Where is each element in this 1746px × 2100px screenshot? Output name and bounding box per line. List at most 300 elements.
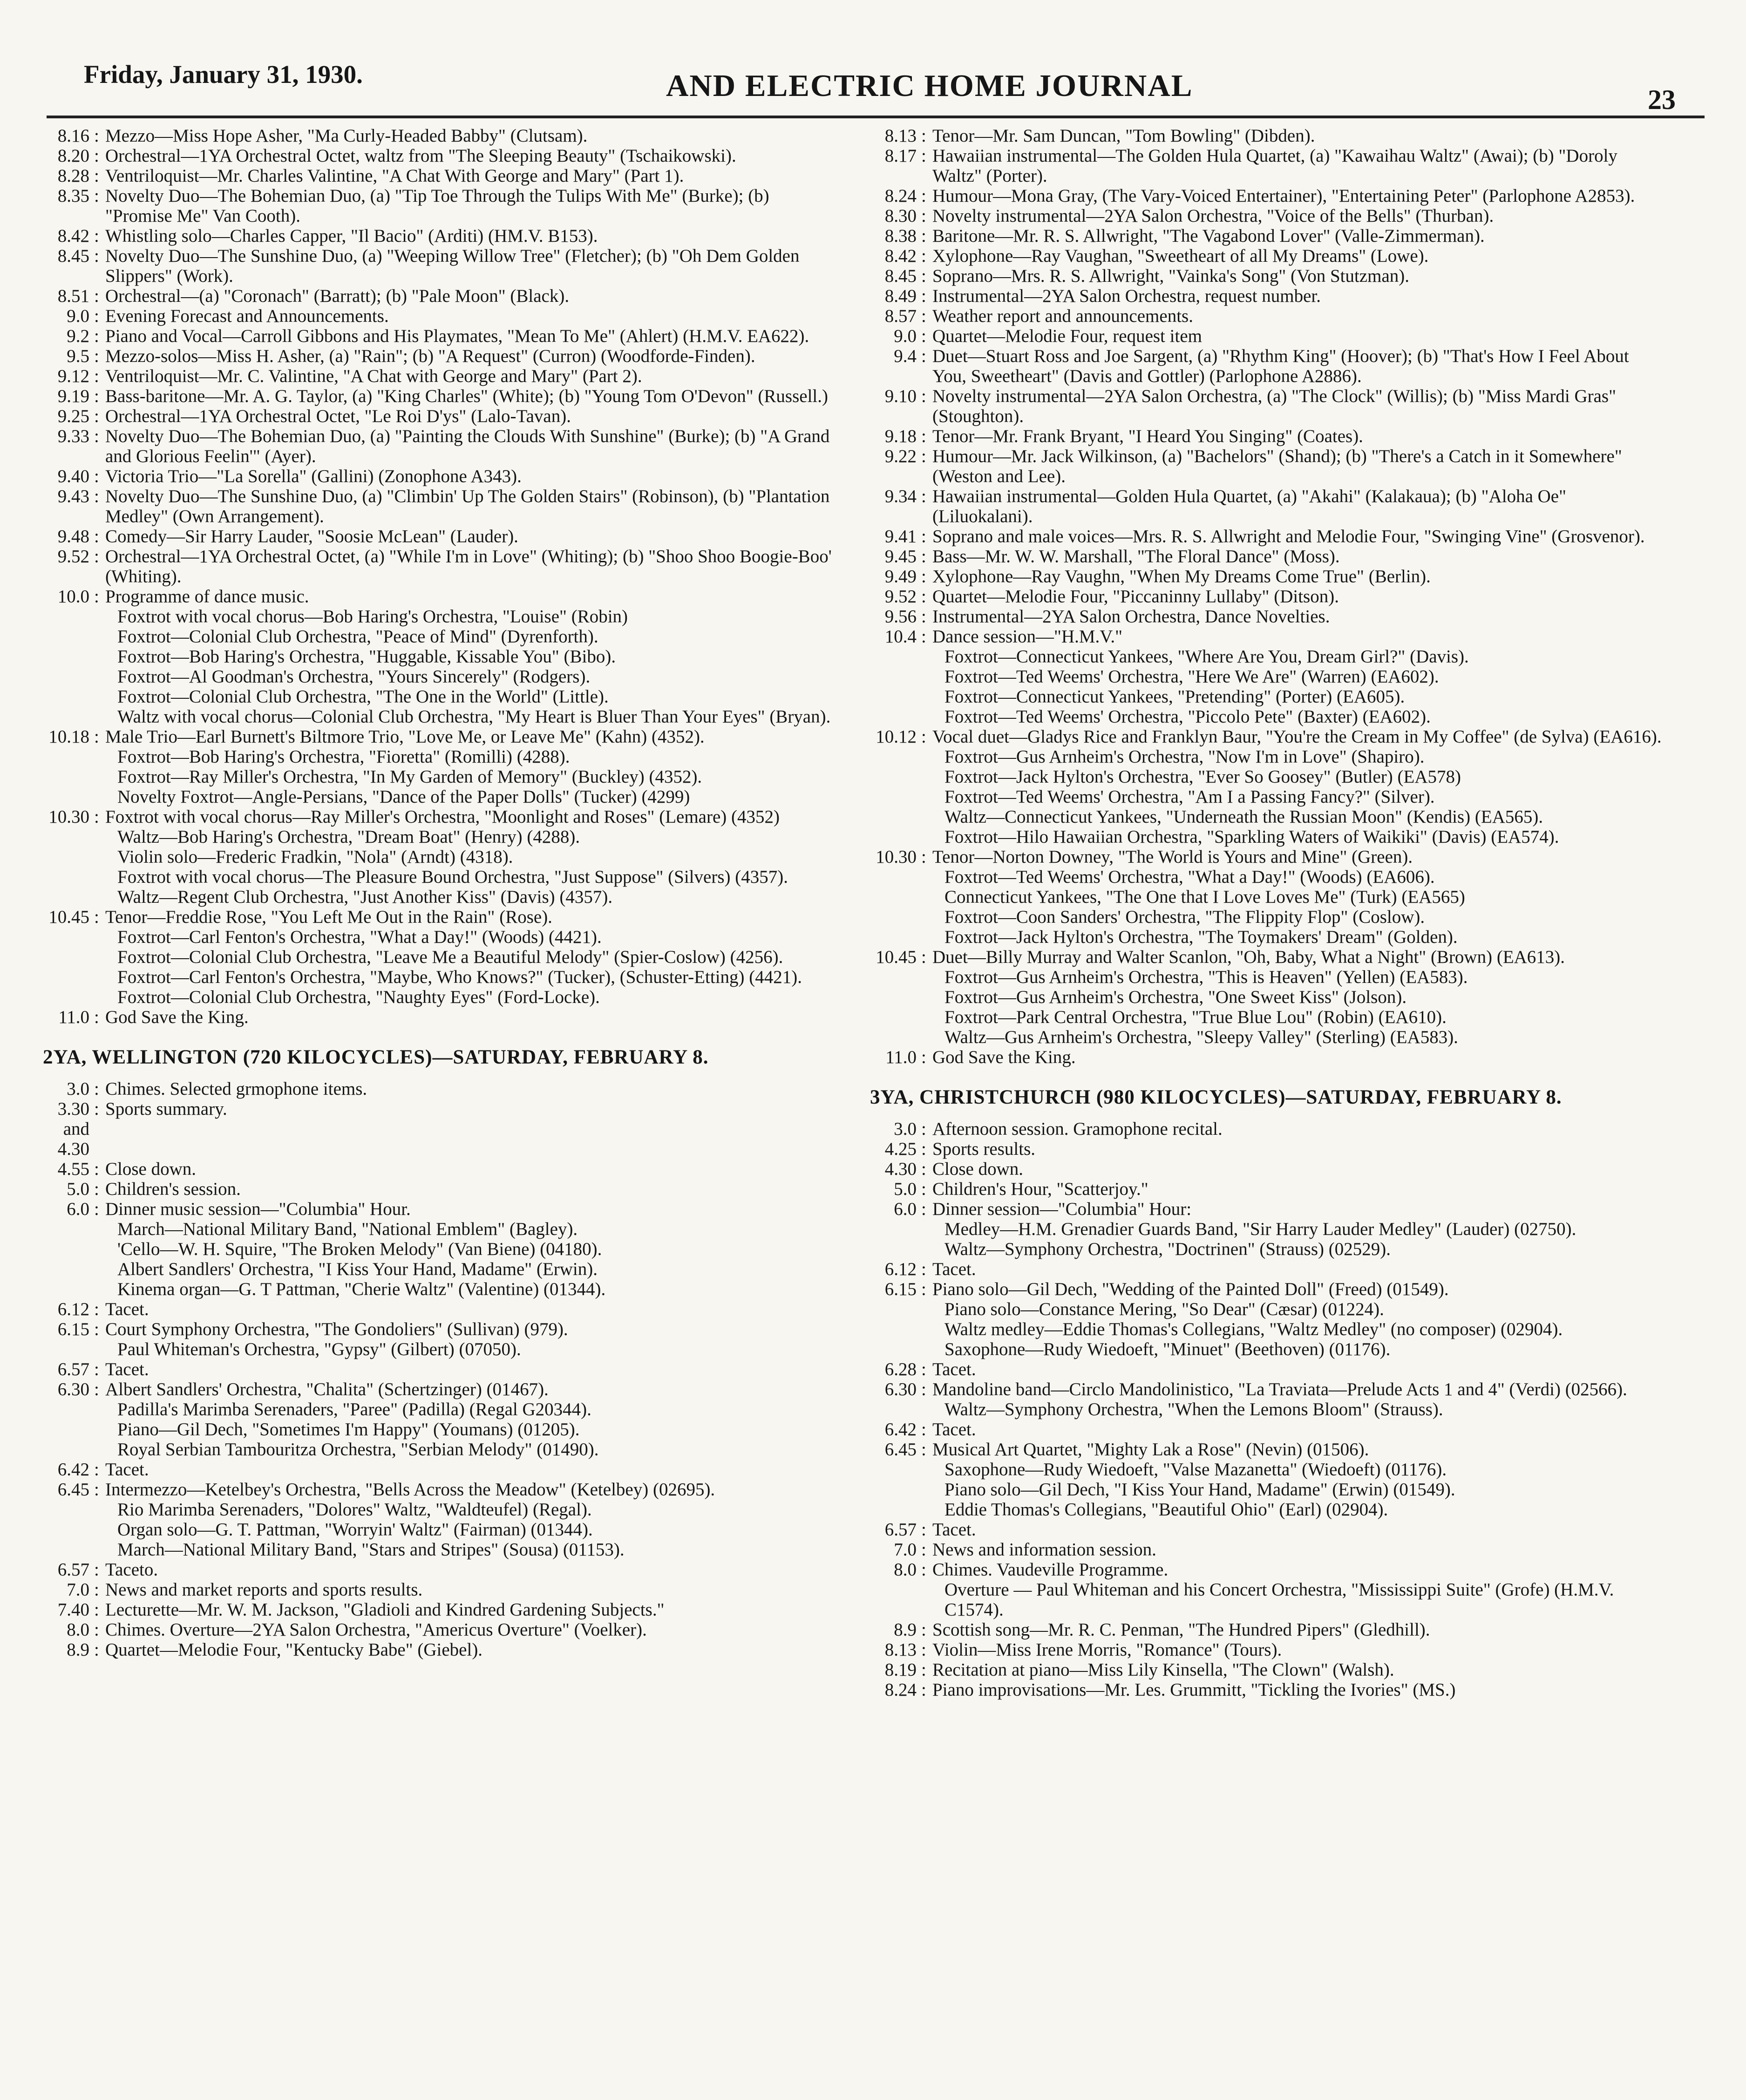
schedule-entry — [43, 286, 835, 306]
entry-colon: : — [94, 1079, 99, 1099]
entry-text: Ventriloquist—Mr. Charles Valintine, "A Chat With George and Mary" (Part 1). — [105, 166, 684, 186]
entry-text: Chimes. Vaudeville Programme. — [932, 1560, 1169, 1580]
header-rule — [47, 116, 1705, 118]
schedule-entry — [870, 1520, 1662, 1540]
programme-item: Medley—H.M. Grenadier Guards Band, "Sir Harry Lauder Medley" (Lauder) (02750). — [944, 1219, 1576, 1239]
entry-colon: : — [921, 847, 926, 867]
entry-colon: : — [921, 286, 926, 306]
entry-colon: : — [921, 486, 926, 506]
entry-text: Piano improvisations—Mr. Les. Grummitt, "Tickling the Ivories" (MS.) — [932, 1680, 1456, 1700]
schedule-entry — [870, 1660, 1662, 1680]
entry-time: 11.0 — [885, 1047, 917, 1067]
entry-time: 6.15 — [57, 1319, 89, 1339]
entry-text: Evening Forecast and Announcements. — [105, 306, 389, 326]
programme-item: Foxtrot—Bob Haring's Orchestra, "Fioretta" (Romilli) (4288). — [117, 747, 570, 767]
entry-colon: : — [921, 206, 926, 226]
schedule-entry — [870, 526, 1662, 546]
programme-item: Paul Whiteman's Orchestra, "Gypsy" (Gilbert) (07050). — [117, 1339, 521, 1359]
header-title: AND ELECTRIC HOME JOURNAL — [666, 68, 1193, 103]
entry-colon: : — [921, 1159, 926, 1179]
entry-colon: : — [921, 306, 926, 326]
programme-item: Foxtrot—Connecticut Yankees, "Pretending" (Porter) (EA605). — [944, 687, 1405, 707]
schedule-entry — [870, 1680, 1662, 1700]
programme-item: Foxtrot—Coon Sanders' Orchestra, "The Flippity Flop" (Coslow). — [944, 907, 1425, 927]
entry-time: 8.9 — [894, 1620, 917, 1640]
entry-time: 9.12 — [57, 366, 89, 386]
entry-time: 7.40 — [57, 1600, 89, 1620]
entry-colon: : — [921, 1680, 926, 1700]
entry-text: News and information session. — [932, 1540, 1156, 1560]
schedule-entry — [870, 566, 1662, 586]
schedule-entry — [43, 306, 835, 326]
entry-time: 9.49 — [884, 566, 917, 586]
entry-colon: : — [94, 346, 99, 366]
entry-time: 10.18 — [48, 727, 89, 747]
entry-time: 9.34 — [884, 486, 917, 506]
entry-time: 8.42 — [884, 246, 917, 266]
programme-item: Foxtrot—Park Central Orchestra, "True Blue Lou" (Robin) (EA610). — [944, 1007, 1447, 1027]
entry-text: Novelty Duo—The Sunshine Duo, (a) "Weeping Willow Tree" (Fletcher); (b) "Oh Dem Golden Slippers" (Work). — [105, 246, 800, 286]
schedule-entry — [43, 1580, 835, 1600]
entry-colon: : — [94, 1359, 99, 1379]
entry-text: Hawaiian instrumental—The Golden Hula Quartet, (a) "Kawaihau Waltz" (Awai); (b) "Doroly Waltz" (Porter). — [932, 146, 1617, 186]
entry-text: Orchestral—(a) "Coronach" (Barratt); (b) "Pale Moon" (Black). — [105, 286, 570, 306]
entry-colon: : — [921, 627, 926, 647]
entry-time: 6.57 — [57, 1359, 89, 1379]
entry-text: Whistling solo—Charles Capper, "Il Bacio" (Arditi) (HM.V. B153). — [105, 226, 598, 246]
entry-text: Victoria Trio—"La Sorella" (Gallini) (Zonophone A343). — [105, 466, 522, 486]
programme-item: Waltz medley—Eddie Thomas's Collegians, "Waltz Medley" (no composer) (02904). — [944, 1319, 1563, 1339]
entry-text: Novelty Duo—The Sunshine Duo, (a) "Climbin' Up The Golden Stairs" (Robinson), (b) "Plantation Medley" (Own Arrangement). — [105, 486, 830, 526]
entry-time: 6.45 — [57, 1480, 89, 1500]
entry-text: Mezzo-solos—Miss H. Asher, (a) "Rain"; (b) "A Request" (Curron) (Woodforde-Finden). — [105, 346, 755, 366]
entry-time: 4.30 — [884, 1159, 917, 1179]
entry-text: Hawaiian instrumental—Golden Hula Quartet, (a) "Akahi" (Kalakaua); (b) "Aloha Oe" (Liluokalani). — [932, 486, 1567, 526]
schedule-entry — [870, 1159, 1662, 1179]
programme-item: Foxtrot—Gus Arnheim's Orchestra, "This is Heaven" (Yellen) (EA583). — [944, 967, 1468, 987]
entry-time: 9.18 — [884, 426, 917, 446]
schedule-entry — [870, 546, 1662, 566]
programme-item: Foxtrot—Gus Arnheim's Orchestra, "Now I'm in Love" (Shapiro). — [944, 747, 1425, 767]
entry-colon: : — [921, 1640, 926, 1660]
entry-text: Dinner session—"Columbia" Hour: — [932, 1199, 1192, 1219]
schedule-entry — [43, 466, 835, 486]
schedule-entry — [43, 907, 835, 927]
schedule-entry — [870, 1540, 1662, 1560]
entry-text: Baritone—Mr. R. S. Allwright, "The Vagabond Lover" (Valle-Zimmerman). — [932, 226, 1485, 246]
entry-text: Quartet—Melodie Four, "Kentucky Babe" (Giebel). — [105, 1640, 483, 1660]
schedule-entry — [43, 807, 835, 827]
entry-colon: : — [94, 146, 99, 166]
schedule-entry — [43, 1099, 835, 1159]
entry-colon: : — [94, 1459, 99, 1480]
schedule-entry — [43, 1480, 835, 1500]
entry-colon: : — [94, 1319, 99, 1339]
entry-time: 10.12 — [876, 727, 917, 747]
schedule-entry — [43, 1560, 835, 1580]
entry-colon: : — [94, 386, 99, 406]
entry-time: 9.10 — [884, 386, 917, 406]
schedule-entry — [43, 366, 835, 386]
entry-time: 8.13 — [884, 126, 917, 146]
entry-text: Xylophone—Ray Vaughn, "When My Dreams Come True" (Berlin). — [932, 566, 1431, 586]
entry-text: Dinner music session—"Columbia" Hour. — [105, 1199, 411, 1219]
entry-colon: : — [94, 466, 99, 486]
schedule-entry — [43, 1620, 835, 1640]
schedule-entry — [870, 426, 1662, 446]
entry-colon: : — [921, 1419, 926, 1439]
entry-colon: : — [921, 566, 926, 586]
entry-time: 8.16 — [57, 126, 89, 146]
entry-text: Duet—Stuart Ross and Joe Sargent, (a) "Rhythm King" (Hoover); (b) "That's How I Feel About You, Sweetheart" (Davis and Gottler) (Parlophone A2886). — [932, 346, 1629, 386]
entry-text: Sports summary. — [105, 1099, 227, 1119]
programme-item: Organ solo—G. T. Pattman, "Worryin' Waltz" (Fairman) (01344). — [117, 1520, 593, 1540]
schedule-entry — [870, 346, 1662, 386]
entry-time: 8.13 — [884, 1640, 917, 1660]
entry-time: 8.0 — [894, 1560, 917, 1580]
entry-colon: : — [94, 1640, 99, 1660]
programme-item: Foxtrot—Colonial Club Orchestra, "Leave Me a Beautiful Melody" (Spier-Coslow) (4256). — [117, 947, 783, 967]
entry-colon: : — [921, 1439, 926, 1459]
programme-item: Foxtrot with vocal chorus—The Pleasure Bound Orchestra, "Just Suppose" (Silvers) (4357). — [117, 867, 788, 887]
entry-time: 8.19 — [884, 1660, 917, 1680]
schedule-entry — [43, 1359, 835, 1379]
entry-time: 4.25 — [884, 1139, 917, 1159]
programme-item: Foxtrot—Al Goodman's Orchestra, "Yours Sincerely" (Rodgers). — [117, 667, 591, 687]
entry-colon: : — [94, 486, 99, 506]
entry-colon: : — [921, 1540, 926, 1560]
entry-text: Afternoon session. Gramophone recital. — [932, 1119, 1223, 1139]
entry-text: Tacet. — [932, 1419, 976, 1439]
entry-colon: : — [94, 1580, 99, 1600]
entry-text: Scottish song—Mr. R. C. Penman, "The Hundred Pipers" (Gledhill). — [932, 1620, 1430, 1640]
entry-colon: : — [94, 1299, 99, 1319]
entry-time: 9.5 — [67, 346, 89, 366]
schedule-entry — [870, 1047, 1662, 1067]
programme-item: Foxtrot—Colonial Club Orchestra, "The One in the World" (Little). — [117, 687, 609, 707]
programme-item: Piano—Gil Dech, "Sometimes I'm Happy" (Youmans) (01205). — [117, 1419, 580, 1439]
entry-text: Piano and Vocal—Carroll Gibbons and His Playmates, "Mean To Me" (Ahlert) (H.M.V. EA622). — [105, 326, 809, 346]
entry-text: Orchestral—1YA Orchestral Octet, "Le Roi D'ys" (Lalo-Tavan). — [105, 406, 571, 426]
entry-text: Court Symphony Orchestra, "The Gondoliers" (Sullivan) (979). — [105, 1319, 568, 1339]
programme-item: Foxtrot—Ted Weems' Orchestra, "What a Day!" (Woods) (EA606). — [944, 867, 1435, 887]
entry-colon: : — [94, 126, 99, 146]
entry-time: 8.45 — [57, 246, 89, 266]
entry-colon: : — [94, 1179, 99, 1199]
entry-time: 11.0 — [58, 1007, 89, 1027]
entry-text: God Save the King. — [105, 1007, 249, 1027]
schedule-entry — [870, 627, 1662, 647]
schedule-entry — [43, 586, 835, 607]
programme-item: Padilla's Marimba Serenaders, "Paree" (Padilla) (Regal G20344). — [117, 1399, 591, 1419]
programme-item: Foxtrot—Connecticut Yankees, "Where Are You, Dream Girl?" (Davis). — [944, 647, 1469, 667]
entry-colon: : — [94, 546, 99, 566]
schedule-entry — [870, 446, 1662, 486]
entry-text: Soprano and male voices—Mrs. R. S. Allwright and Melodie Four, "Swinging Vine" (Grosvenor). — [932, 526, 1645, 546]
schedule-entry — [870, 1279, 1662, 1299]
entry-colon: : — [94, 426, 99, 446]
entry-text: Children's session. — [105, 1179, 241, 1199]
entry-text: Humour—Mona Gray, (The Vary-Voiced Entertainer), "Entertaining Peter" (Parlophone A2853). — [932, 186, 1635, 206]
schedule-entry — [870, 286, 1662, 306]
entry-text: Soprano—Mrs. R. S. Allwright, "Vainka's Song" (Von Stutzman). — [932, 266, 1409, 286]
entry-colon: : — [921, 386, 926, 406]
schedule-entry — [870, 1259, 1662, 1279]
programme-item: Waltz—Connecticut Yankees, "Underneath the Russian Moon" (Kendis) (EA565). — [944, 807, 1543, 827]
schedule-entry — [870, 226, 1662, 246]
entry-colon: : — [921, 146, 926, 166]
entry-time: 8.20 — [57, 146, 89, 166]
entry-time: 9.4 — [894, 346, 917, 366]
programme-item: Foxtrot—Ted Weems' Orchestra, "Am I a Passing Fancy?" (Silver). — [944, 787, 1435, 807]
entry-time: 9.2 — [67, 326, 89, 346]
schedule-entry — [870, 1620, 1662, 1640]
schedule-entry — [43, 1179, 835, 1199]
schedule-entry — [870, 186, 1662, 206]
entry-time: 8.49 — [884, 286, 917, 306]
entry-colon: : — [921, 1047, 926, 1067]
entry-text: Instrumental—2YA Salon Orchestra, request number. — [932, 286, 1321, 306]
entry-text: Novelty Duo—The Bohemian Duo, (a) "Tip Toe Through the Tulips With Me" (Burke); (b) "Promise Me" Van Cooth). — [105, 186, 769, 226]
programme-item: Foxtrot—Colonial Club Orchestra, "Peace of Mind" (Dyrenforth). — [117, 627, 598, 647]
entry-time: 6.45 — [884, 1439, 917, 1459]
programme-item: Eddie Thomas's Collegians, "Beautiful Ohio" (Earl) (02904). — [944, 1500, 1388, 1520]
entry-time: 7.0 — [894, 1540, 917, 1560]
schedule-entry — [870, 126, 1662, 146]
entry-time: 8.57 — [884, 306, 917, 326]
entry-text: Weather report and announcements. — [932, 306, 1193, 326]
schedule-entry — [43, 426, 835, 466]
entry-time: 6.28 — [884, 1359, 917, 1379]
entry-colon: : — [921, 126, 926, 146]
schedule-entry — [870, 1439, 1662, 1459]
entry-text: Tacet. — [105, 1299, 149, 1319]
entry-text: Chimes. Overture—2YA Salon Orchestra, "Americus Overture" (Voelker). — [105, 1620, 647, 1640]
schedule-entry — [870, 847, 1662, 867]
entry-time: 8.45 — [884, 266, 917, 286]
entry-text: Chimes. Selected grmophone items. — [105, 1079, 367, 1099]
entry-time: 10.30 — [48, 807, 89, 827]
schedule-entry — [870, 1119, 1662, 1139]
entry-time: 6.12 — [57, 1299, 89, 1319]
entry-colon: : — [94, 1560, 99, 1580]
entry-colon: : — [94, 1600, 99, 1620]
entry-text: Piano solo—Gil Dech, "Wedding of the Painted Doll" (Freed) (01549). — [932, 1279, 1449, 1299]
programme-item: Saxophone—Rudy Wiedoeft, "Minuet" (Beethoven) (01176). — [944, 1339, 1391, 1359]
entry-colon: : — [921, 1139, 926, 1159]
entry-colon: : — [94, 727, 99, 747]
programme-item: Royal Serbian Tambouritza Orchestra, "Serbian Melody" (01490). — [117, 1439, 599, 1459]
entry-text: Close down. — [105, 1159, 196, 1179]
entry-colon: : — [94, 1379, 99, 1399]
schedule-entry — [43, 1299, 835, 1319]
entry-text: Tacet. — [932, 1359, 976, 1379]
entry-text: Duet—Billy Murray and Walter Scanlon, "Oh, Baby, What a Night" (Brown) (EA613). — [932, 947, 1565, 967]
programme-item: Foxtrot—Colonial Club Orchestra, "Naughty Eyes" (Ford-Locke). — [117, 987, 600, 1007]
entry-time: 9.56 — [884, 607, 917, 627]
entry-colon: : — [921, 1359, 926, 1379]
entry-time: 7.0 — [67, 1580, 89, 1600]
programme-item: Waltz—Bob Haring's Orchestra, "Dream Boat" (Henry) (4288). — [117, 827, 580, 847]
entry-time: 8.17 — [884, 146, 917, 166]
entry-text: Ventriloquist—Mr. C. Valintine, "A Chat with George and Mary" (Part 2). — [105, 366, 642, 386]
entry-colon: : — [94, 186, 99, 206]
entry-text: Novelty instrumental—2YA Salon Orchestra, "Voice of the Bells" (Thurban). — [932, 206, 1494, 226]
programme-item: Foxtrot—Carl Fenton's Orchestra, "What a Day!" (Woods) (4421). — [117, 927, 602, 947]
entry-colon: : — [921, 446, 926, 466]
entry-text: Orchestral—1YA Orchestral Octet, waltz from "The Sleeping Beauty" (Tschaikowski). — [105, 146, 736, 166]
entry-colon: : — [921, 1620, 926, 1640]
programme-item: Foxtrot—Carl Fenton's Orchestra, "Maybe, Who Knows?" (Tucker), (Schuster-Etting) (4421). — [117, 967, 802, 987]
entry-text: Intermezzo—Ketelbey's Orchestra, "Bells Across the Meadow" (Ketelbey) (02695). — [105, 1480, 715, 1500]
entry-colon: : — [94, 1620, 99, 1640]
left-column — [43, 126, 835, 1660]
entry-text: Lecturette—Mr. W. M. Jackson, "Gladioli and Kindred Gardening Subjects." — [105, 1600, 665, 1620]
programme-item: Rio Marimba Serenaders, "Dolores" Waltz, "Waldteufel) (Regal). — [117, 1500, 592, 1520]
schedule-entry — [870, 1379, 1662, 1399]
entry-text: Comedy—Sir Harry Lauder, "Soosie McLean" (Lauder). — [105, 526, 518, 546]
entry-text: Mezzo—Miss Hope Asher, "Ma Curly-Headed Babby" (Clutsam). — [105, 126, 588, 146]
entry-text: God Save the King. — [932, 1047, 1076, 1067]
entry-colon: : — [94, 166, 99, 186]
entry-time: 6.0 — [894, 1199, 917, 1219]
entry-text: Dance session—"H.M.V." — [932, 627, 1123, 647]
programme-item: Foxtrot—Hilo Hawaiian Orchestra, "Sparkling Waters of Waikiki" (Davis) (EA574). — [944, 827, 1559, 847]
entry-colon: : — [94, 1007, 99, 1027]
schedule-entry — [870, 386, 1662, 426]
programme-item: Connecticut Yankees, "The One that I Love Loves Me" (Turk) (EA565) — [944, 887, 1465, 907]
entry-colon: : — [921, 947, 926, 967]
entry-text: Xylophone—Ray Vaughan, "Sweetheart of all My Dreams" (Lowe). — [932, 246, 1429, 266]
entry-colon: : — [94, 907, 99, 927]
entry-text: Vocal duet—Gladys Rice and Franklyn Baur, "You're the Cream in My Coffee" (de Sylva) (EA616). — [932, 727, 1662, 747]
programme-item: Foxtrot—Gus Arnheim's Orchestra, "One Sweet Kiss" (Jolson). — [944, 987, 1407, 1007]
entry-text: Tenor—Mr. Sam Duncan, "Tom Bowling" (Dibden). — [932, 126, 1315, 146]
entry-colon: : — [921, 1199, 926, 1219]
schedule-entry — [870, 306, 1662, 326]
schedule-entry — [43, 1319, 835, 1339]
entry-time: 5.0 — [894, 1179, 917, 1199]
schedule-entry — [43, 406, 835, 426]
page-header — [47, 55, 1705, 125]
schedule-entry — [870, 1560, 1662, 1580]
schedule-entry — [43, 1600, 835, 1620]
programme-item: Foxtrot—Ted Weems' Orchestra, "Piccolo Pete" (Baxter) (EA602). — [944, 707, 1431, 727]
programme-item: Waltz—Symphony Orchestra, "When the Lemons Bloom" (Strauss). — [944, 1399, 1443, 1419]
programme-item: Waltz—Regent Club Orchestra, "Just Another Kiss" (Davis) (4357). — [117, 887, 613, 907]
entry-time: 9.41 — [884, 526, 917, 546]
programme-item: Waltz—Symphony Orchestra, "Doctrinen" (Strauss) (02529). — [944, 1239, 1391, 1259]
entry-time: 6.57 — [884, 1520, 917, 1540]
entry-time: 10.45 — [876, 947, 917, 967]
entry-text: Tacet. — [932, 1259, 976, 1279]
entry-time: 6.30 — [57, 1379, 89, 1399]
entry-colon: : — [94, 286, 99, 306]
programme-item: Kinema organ—G. T Pattman, "Cherie Waltz" (Valentine) (01344). — [117, 1279, 606, 1299]
schedule-entry — [43, 1159, 835, 1179]
programme-item: Violin solo—Frederic Fradkin, "Nola" (Arndt) (4318). — [117, 847, 513, 867]
entry-time: 9.0 — [894, 326, 917, 346]
entry-time: 8.24 — [884, 186, 917, 206]
programme-item: Novelty Foxtrot—Angle-Persians, "Dance of the Paper Dolls" (Tucker) (4299) — [117, 787, 690, 807]
schedule-entry — [43, 126, 835, 146]
entry-colon: : — [94, 366, 99, 386]
entry-time: 3.0 — [894, 1119, 917, 1139]
entry-colon: : — [921, 1520, 926, 1540]
entry-colon: : — [921, 346, 926, 366]
entry-colon: : — [94, 586, 99, 607]
schedule-entry — [43, 386, 835, 406]
page-number: 23 — [1648, 84, 1676, 115]
entry-text: Tacet. — [105, 1359, 149, 1379]
schedule-entry — [870, 727, 1662, 747]
entry-text: Recitation at piano—Miss Lily Kinsella, "The Clown" (Walsh). — [932, 1660, 1394, 1680]
schedule-entry — [43, 346, 835, 366]
entry-text: Tacet. — [105, 1459, 149, 1480]
entry-time: 8.28 — [57, 166, 89, 186]
entry-time: 6.30 — [884, 1379, 917, 1399]
entry-colon: : — [921, 727, 926, 747]
programme-item: Foxtrot—Jack Hylton's Orchestra, "Ever So Goosey" (Butler) (EA578) — [944, 767, 1461, 787]
schedule-entry — [870, 607, 1662, 627]
entry-time: 9.43 — [57, 486, 89, 506]
entry-time: 9.48 — [57, 526, 89, 546]
schedule-entry — [870, 947, 1662, 967]
schedule-entry — [870, 266, 1662, 286]
schedule-entry — [870, 1359, 1662, 1379]
entry-time: 6.15 — [884, 1279, 917, 1299]
schedule-entry — [43, 226, 835, 246]
schedule-entry — [43, 1007, 835, 1027]
entry-colon: : — [921, 1279, 926, 1299]
programme-item: Saxophone—Rudy Wiedoeft, "Valse Mazanetta" (Wiedoeft) (01176). — [944, 1459, 1447, 1480]
schedule-entry — [43, 1199, 835, 1219]
schedule-entry — [43, 246, 835, 286]
entry-time: 6.0 — [67, 1199, 89, 1219]
entry-text: Violin—Miss Irene Morris, "Romance" (Tours). — [932, 1640, 1282, 1660]
entry-time: 6.57 — [57, 1560, 89, 1580]
entry-text: Quartet—Melodie Four, request item — [932, 326, 1202, 346]
schedule-entry — [43, 486, 835, 526]
entry-colon: : — [94, 406, 99, 426]
entry-colon: : — [921, 586, 926, 607]
schedule-entry — [43, 1640, 835, 1660]
programme-item: Overture — Paul Whiteman and his Concert Orchestra, "Mississippi Suite" (Grofe) (H.M.V. C1574). — [944, 1580, 1614, 1620]
entry-colon: : — [921, 1119, 926, 1139]
schedule-entry — [870, 1640, 1662, 1660]
entry-text: Orchestral—1YA Orchestral Octet, (a) "While I'm in Love" (Whiting); (b) "Shoo Shoo Boogie-Boo' (Whiting). — [105, 546, 832, 586]
entry-time: 8.38 — [884, 226, 917, 246]
entry-time: 8.30 — [884, 206, 917, 226]
entry-time: 9.22 — [884, 446, 917, 466]
header-date: Friday, January 31, 1930. — [84, 60, 363, 89]
schedule-entry — [43, 186, 835, 226]
entry-text: Mandoline band—Circlo Mandolinistico, "La Traviata—Prelude Acts 1 and 4" (Verdi) (02566). — [932, 1379, 1627, 1399]
entry-colon: : — [94, 326, 99, 346]
entry-text: Bass-baritone—Mr. A. G. Taylor, (a) "King Charles" (White); (b) "Young Tom O'Devon" (Russell.) — [105, 386, 829, 406]
programme-item: Foxtrot—Ted Weems' Orchestra, "Here We Are" (Warren) (EA602). — [944, 667, 1439, 687]
entry-colon: : — [94, 1099, 99, 1119]
entry-text: Instrumental—2YA Salon Orchestra, Dance Novelties. — [932, 607, 1330, 627]
entry-text: Taceto. — [105, 1560, 158, 1580]
entry-time: 9.40 — [57, 466, 89, 486]
schedule-entry — [43, 326, 835, 346]
entry-text: Albert Sandlers' Orchestra, "Chalita" (Schertzinger) (01467). — [105, 1379, 549, 1399]
entry-text: Children's Hour, "Scatterjoy." — [932, 1179, 1148, 1199]
entry-time: 10.4 — [884, 627, 917, 647]
programme-item: March—National Military Band, "National Emblem" (Bagley). — [117, 1219, 578, 1239]
schedule-entry — [870, 146, 1662, 186]
